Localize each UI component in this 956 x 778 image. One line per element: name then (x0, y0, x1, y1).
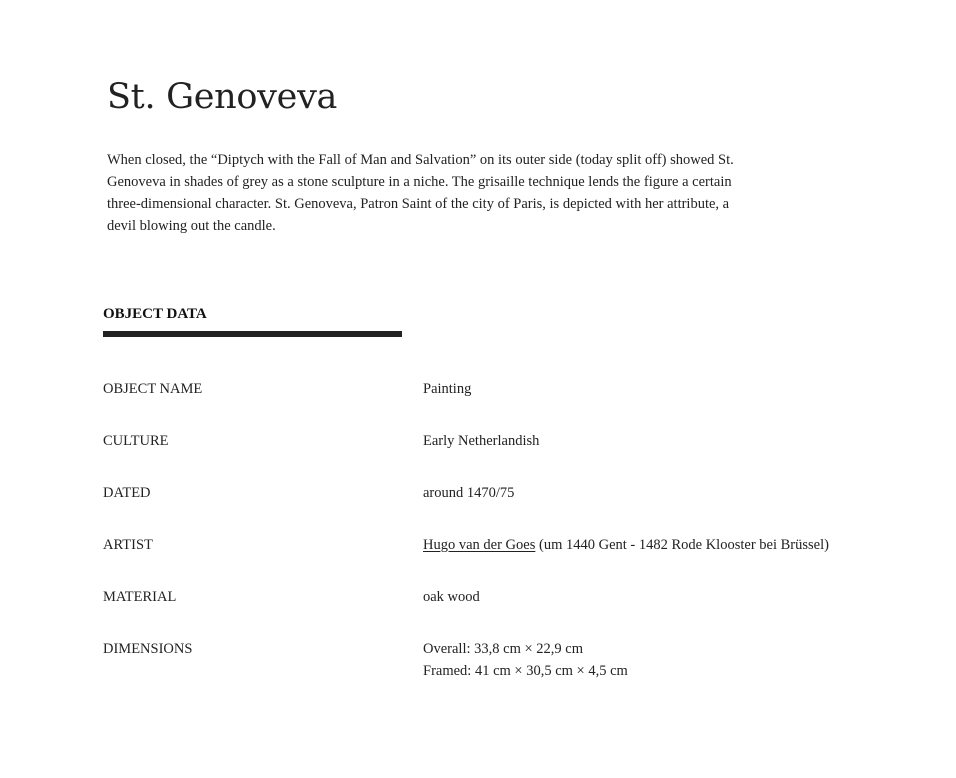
culture-value: Early Netherlandish (423, 433, 540, 449)
object-data-heading: OBJECT DATA (103, 306, 207, 322)
dimensions-framed: Framed: 41 cm × 30,5 cm × 4,5 cm (423, 663, 628, 679)
artist-link[interactable]: Hugo van der Goes (423, 537, 536, 553)
artist-value (423, 534, 829, 556)
object-name-row (103, 378, 903, 430)
object-name-label: OBJECT NAME (103, 381, 203, 397)
page-title: St. Genoveva (107, 77, 338, 117)
dimensions-value (423, 638, 628, 682)
culture-row (103, 430, 903, 482)
material-value: oak wood (423, 589, 480, 605)
material-label: MATERIAL (103, 589, 177, 605)
material-row (103, 586, 903, 638)
artist-lifespan: (um 1440 Gent - 1482 Rode Klooster bei Brüssel) (535, 537, 829, 553)
dimensions-overall: Overall: 33,8 cm × 22,9 cm (423, 641, 583, 657)
section-divider (103, 331, 402, 337)
culture-label: CULTURE (103, 433, 169, 449)
object-data-table (103, 378, 903, 698)
dimensions-row (103, 638, 903, 698)
dated-row (103, 482, 903, 534)
dimensions-label: DIMENSIONS (103, 641, 193, 657)
artist-row (103, 534, 903, 586)
artist-label: ARTIST (103, 537, 153, 553)
object-description: When closed, the “Diptych with the Fall of Man and Salvation” on its outer side (today split off) showed St. Genoveva in shades of grey as a stone sculpture in a niche. The grisaille technique lends the figure a certain three-dimensional character. St. Genoveva, Patron Saint of the city of Paris, is depicted with her attribute, a devil blowing out the candle. (107, 152, 734, 234)
dated-value: around 1470/75 (423, 485, 515, 501)
dated-label: DATED (103, 485, 151, 501)
object-name-value: Painting (423, 381, 472, 397)
